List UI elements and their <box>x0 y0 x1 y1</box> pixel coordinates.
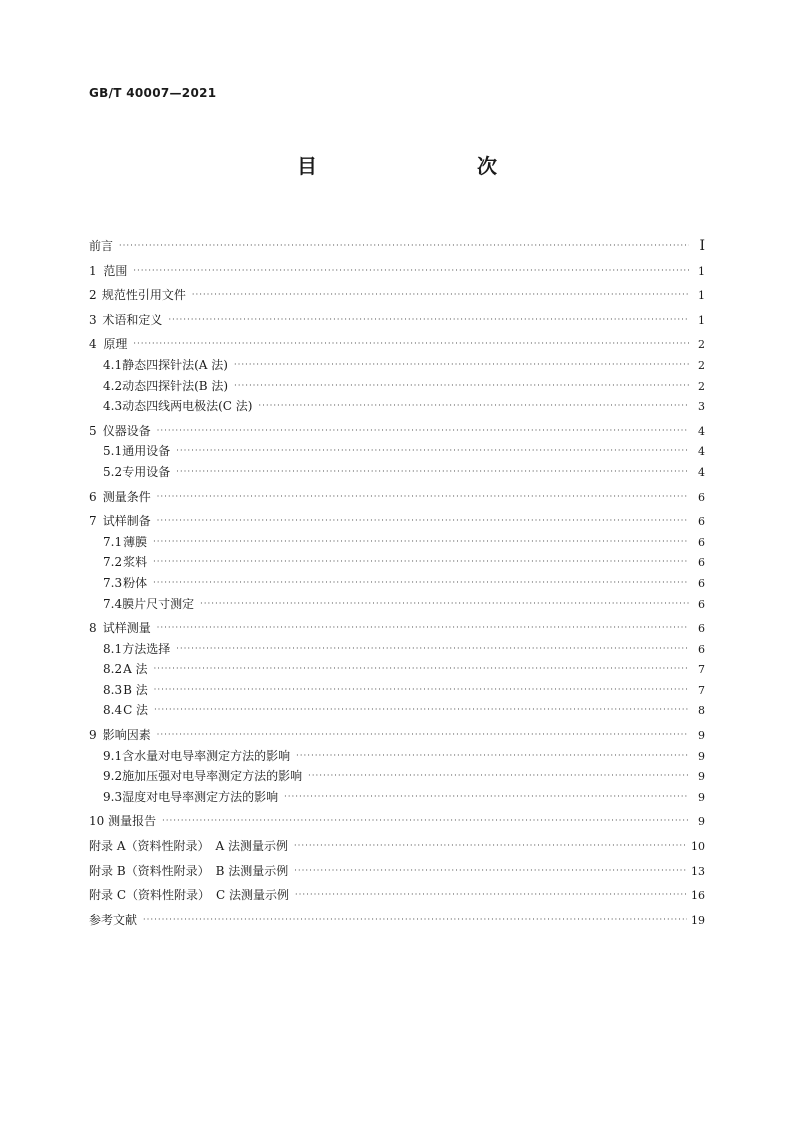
toc-entry-number: 7.1 <box>103 534 123 549</box>
toc-entry-page: 4 <box>698 465 705 479</box>
toc-entry-7-4[interactable] <box>89 594 705 615</box>
toc-entry-page: 9 <box>698 749 705 763</box>
toc-entry-page: 4 <box>698 445 705 459</box>
toc-entry-3[interactable] <box>89 310 705 331</box>
toc-entry-label: 动态四线两电极法(C 法) <box>122 399 253 414</box>
leader-dots <box>192 285 689 306</box>
toc-entry-number: 10 <box>89 814 105 829</box>
toc-entry-label: 专用设备 <box>122 464 171 479</box>
leader-dots <box>157 511 689 532</box>
toc-entry-8-4[interactable] <box>89 700 705 721</box>
toc-entry-7-2[interactable] <box>89 552 705 573</box>
leader-dots <box>154 659 689 680</box>
toc-entry-page: 10 <box>691 840 705 854</box>
toc-entry-page: 1 <box>698 313 705 327</box>
toc-entry-number: 9.2 <box>103 769 123 784</box>
toc-entry-label: C 法 <box>123 703 149 718</box>
toc-entry-annex-c[interactable] <box>89 885 705 906</box>
toc-entry-page: 9 <box>698 729 705 743</box>
toc-entry-label: 试样制备 <box>102 514 151 529</box>
toc-entry-page: 6 <box>698 597 705 611</box>
toc-entry-page: 7 <box>698 683 705 697</box>
toc-entry-label: 静态四探针法(A 法) <box>122 357 228 372</box>
toc-entry-references[interactable] <box>89 910 705 931</box>
standard-code: GB/T 40007—2021 <box>89 86 217 100</box>
leader-dots <box>176 441 689 462</box>
toc-entry-4-1[interactable] <box>89 355 705 376</box>
toc-entry-9-3[interactable] <box>89 787 705 808</box>
toc-entry-label: 范围 <box>103 263 128 278</box>
toc-entry-label: 试样测量 <box>102 621 151 636</box>
toc-entry-label: B 法 <box>123 682 148 697</box>
leader-dots <box>154 680 689 701</box>
leader-dots <box>234 355 689 376</box>
toc-entry-1[interactable] <box>89 261 705 282</box>
toc-entry-9-1[interactable] <box>89 746 705 767</box>
toc-entry-5-1[interactable] <box>89 441 705 462</box>
toc-entry-label: 规范性引用文件 <box>101 288 186 303</box>
toc-entry-page: 6 <box>698 576 705 590</box>
toc-entry-label: 前言 <box>89 239 114 253</box>
toc-entry-number: 7.4 <box>103 596 123 611</box>
leader-dots <box>200 594 689 615</box>
toc-entry-label: 方法选择 <box>122 641 171 656</box>
toc-entry-number: 7 <box>89 514 97 529</box>
leader-dots <box>157 487 689 508</box>
page-title: 目 次 <box>297 154 537 178</box>
leader-dots <box>296 746 689 767</box>
toc-entry-7-1[interactable] <box>89 532 705 553</box>
toc-entry-number: 4 <box>89 337 97 352</box>
leader-dots <box>308 766 689 787</box>
table-of-contents <box>89 236 705 930</box>
toc-entry-label: 粉体 <box>123 575 148 590</box>
leader-dots <box>157 725 689 746</box>
leader-dots <box>258 396 689 417</box>
toc-entry-label: 参考文献 <box>89 912 138 927</box>
toc-entry-10[interactable] <box>89 811 705 832</box>
leader-dots <box>153 552 689 573</box>
toc-entry-label: 附录 A（资料性附录） A 法测量示例 <box>89 839 288 854</box>
toc-entry-page: 6 <box>698 642 705 656</box>
toc-entry-number: 8 <box>89 621 97 636</box>
toc-entry-5[interactable] <box>89 421 705 442</box>
leader-dots <box>133 334 689 355</box>
toc-entry-page: 1 <box>698 264 705 278</box>
leader-dots <box>284 787 689 808</box>
toc-entry-label: 动态四探针法(B 法) <box>122 378 229 393</box>
leader-dots <box>294 836 687 857</box>
leader-dots <box>143 910 687 931</box>
toc-entry-page: 2 <box>698 358 705 372</box>
toc-entry-page: 6 <box>698 535 705 549</box>
toc-entry-6[interactable] <box>89 487 705 508</box>
toc-entry-page: 9 <box>698 815 705 829</box>
toc-entry-page: 9 <box>698 790 705 804</box>
toc-entry-number: 9.3 <box>103 789 123 804</box>
leader-dots <box>162 811 689 832</box>
toc-entry-annex-b[interactable] <box>89 861 705 882</box>
toc-entry-label: 测量条件 <box>102 489 151 504</box>
toc-entry-4-2[interactable] <box>89 376 705 397</box>
toc-entry-number: 8.1 <box>103 641 123 656</box>
toc-entry-label: 仪器设备 <box>102 423 151 438</box>
leader-dots <box>153 573 689 594</box>
toc-entry-label: 附录 B（资料性附录） B 法测量示例 <box>89 863 289 878</box>
toc-entry-4[interactable] <box>89 334 705 355</box>
toc-entry-number: 4.1 <box>103 357 123 372</box>
toc-entry-8-1[interactable] <box>89 639 705 660</box>
leader-dots <box>168 310 689 331</box>
toc-entry-page: 2 <box>698 338 705 352</box>
toc-entry-number: 7.3 <box>103 575 123 590</box>
toc-entry-page: 6 <box>698 622 705 636</box>
toc-entry-number: 7.2 <box>103 555 123 570</box>
toc-entry-foreword[interactable] <box>89 236 705 257</box>
toc-entry-label: 测量报告 <box>108 814 157 829</box>
toc-entry-label: 影响因素 <box>102 728 151 743</box>
leader-dots <box>157 421 689 442</box>
toc-entry-number: 4.2 <box>103 378 123 393</box>
toc-entry-4-3[interactable] <box>89 396 705 417</box>
toc-entry-8-2[interactable] <box>89 659 705 680</box>
toc-entry-page: 16 <box>691 889 705 903</box>
toc-entry-label: 术语和定义 <box>102 312 163 327</box>
toc-entry-number: 9.1 <box>103 748 123 763</box>
toc-entry-number: 1 <box>89 263 97 278</box>
toc-entry-number: 2 <box>89 288 97 303</box>
toc-entry-8-3[interactable] <box>89 680 705 701</box>
toc-entry-page: 6 <box>698 515 705 529</box>
toc-entry-label: 附录 C（资料性附录） C 法测量示例 <box>89 888 289 903</box>
toc-entry-page: 19 <box>691 913 705 927</box>
leader-dots <box>295 885 687 906</box>
toc-entry-2[interactable] <box>89 285 705 306</box>
toc-entry-page: 3 <box>698 400 705 414</box>
toc-entry-number: 5.2 <box>103 464 123 479</box>
toc-entry-number: 8.4 <box>103 703 123 718</box>
toc-entry-number: 9 <box>89 728 97 743</box>
toc-entry-page: Ⅰ <box>699 238 705 254</box>
toc-entry-9-2[interactable] <box>89 766 705 787</box>
leader-dots <box>157 618 689 639</box>
toc-entry-label: 湿度对电导率测定方法的影响 <box>122 789 279 804</box>
toc-entry-label: 施加压强对电导率测定方法的影响 <box>122 769 303 784</box>
toc-entry-number: 5 <box>89 423 97 438</box>
toc-entry-page: 6 <box>698 490 705 504</box>
toc-entry-label: A 法 <box>123 662 148 677</box>
toc-entry-number: 4.3 <box>103 399 123 414</box>
leader-dots <box>176 462 689 483</box>
toc-entry-7-3[interactable] <box>89 573 705 594</box>
leader-dots <box>176 639 689 660</box>
toc-entry-page: 8 <box>698 704 705 718</box>
toc-entry-annex-a[interactable] <box>89 836 705 857</box>
leader-dots <box>294 861 687 882</box>
leader-dots <box>133 261 689 282</box>
toc-entry-label: 浆料 <box>123 555 148 570</box>
toc-entry-page: 2 <box>698 379 705 393</box>
toc-entry-page: 1 <box>698 289 705 303</box>
toc-entry-page: 4 <box>698 424 705 438</box>
toc-entry-number: 3 <box>89 312 97 327</box>
leader-dots <box>154 700 689 721</box>
toc-entry-label: 薄膜 <box>123 534 148 549</box>
toc-entry-5-2[interactable] <box>89 462 705 483</box>
toc-entry-page: 9 <box>698 770 705 784</box>
toc-entry-label: 通用设备 <box>122 444 171 459</box>
toc-entry-page: 7 <box>698 663 705 677</box>
toc-entry-label: 膜片尺寸测定 <box>122 596 195 611</box>
leader-dots <box>234 376 689 397</box>
toc-entry-number: 8.2 <box>103 662 123 677</box>
leader-dots <box>153 532 689 553</box>
toc-entry-9[interactable] <box>89 725 705 746</box>
toc-entry-number: 8.3 <box>103 682 123 697</box>
toc-entry-number: 6 <box>89 489 97 504</box>
toc-entry-page: 6 <box>698 556 705 570</box>
toc-entry-page: 13 <box>691 864 705 878</box>
toc-entry-number: 5.1 <box>103 444 123 459</box>
leader-dots <box>119 236 689 257</box>
toc-entry-8[interactable] <box>89 618 705 639</box>
toc-entry-label: 原理 <box>103 337 128 352</box>
toc-entry-7[interactable] <box>89 511 705 532</box>
toc-entry-label: 含水量对电导率测定方法的影响 <box>122 748 291 763</box>
